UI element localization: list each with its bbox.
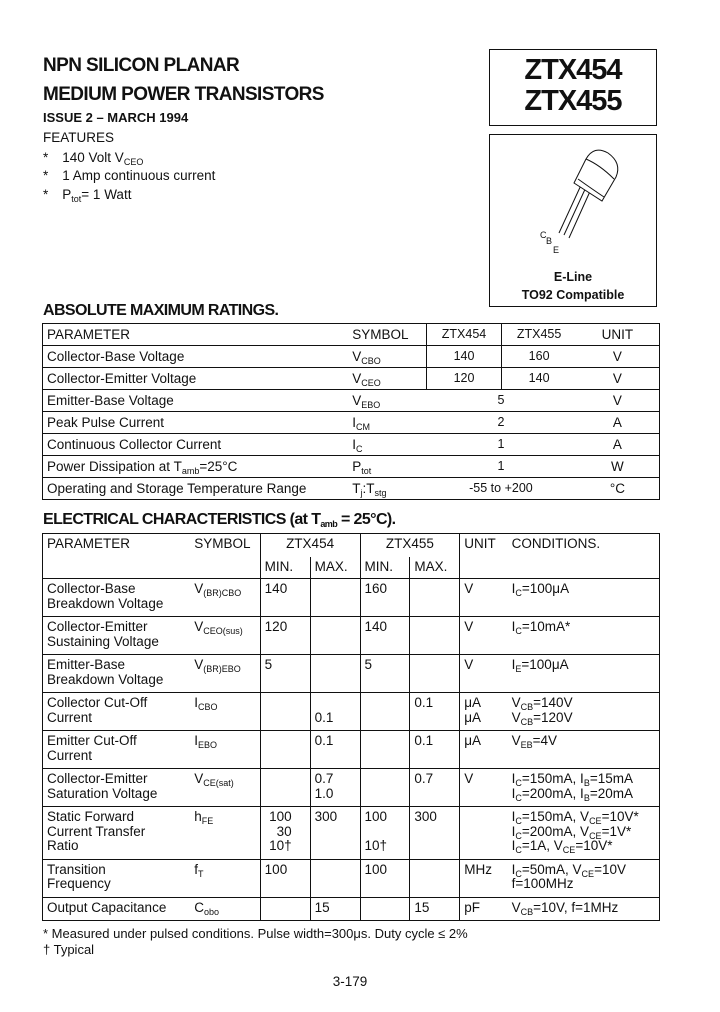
elec-heading: ELECTRICAL CHARACTERISTICS (at $T_{amb} = 25^\circ C$). — [43, 511, 396, 529]
title-line-2: MEDIUM POWER TRANSISTORS — [43, 84, 324, 105]
table-row: Collector-Base Breakdown Voltage $V_{(BR)CBO}$ 140 160 V $I_C=100\mu A$ — [43, 579, 660, 617]
table-row: Collector Cut-Off Current $I_{CBO}$ 0.1 0.1 μA μA $V_{CB}=140V$ $V_{CB}=120V$ — [43, 693, 660, 731]
table-row: Peak Pulse Current $I_{CM}$ 2 A — [43, 412, 660, 434]
feature-item: * $P_{tot}= 1$ Watt — [43, 187, 132, 204]
pin-label-b: B — [546, 236, 553, 246]
table-row: Power Dissipation at $T_{amb}=25^\circ C$ $P_{tot}$ 1 W — [43, 456, 660, 478]
title-line-1: NPN SILICON PLANAR — [43, 55, 240, 76]
electrical-characteristics-table — [42, 533, 660, 921]
table-subheader-row: MIN. MAX. MIN. MAX. — [43, 557, 660, 579]
part-number-1: ZTX454 — [524, 54, 622, 86]
part-number-box — [489, 49, 657, 126]
package-box — [489, 134, 657, 307]
pin-label-e: E — [553, 245, 560, 255]
table-row: Collector-Emitter Voltage $V_{CEO}$ 120 140 V — [43, 368, 660, 390]
features-heading: FEATURES — [43, 130, 115, 145]
abs-max-table — [42, 323, 660, 500]
col-header: UNIT — [576, 324, 660, 346]
table-row: Emitter-Base Voltage $V_{EBO}$ 5 V — [43, 390, 660, 412]
package-compat: TO92 Compatible — [521, 288, 625, 302]
pin-label-c: C — [540, 230, 547, 240]
footnote-typical: † Typical — [43, 942, 95, 957]
issue-date: ISSUE 2 – MARCH 1994 — [43, 110, 189, 125]
table-header-row — [43, 324, 660, 346]
col-header: PARAMETER — [43, 324, 349, 346]
table-row: Continuous Collector Current $I_C$ 1 A — [43, 434, 660, 456]
col-header: ZTX454 — [426, 324, 502, 346]
table-row: Emitter Cut-Off Current $I_{EBO}$ 0.1 0.1 μA $V_{EB}=4V$ — [43, 731, 660, 769]
col-header: SYMBOL — [348, 324, 426, 346]
table-row: Transition Frequency $f_T$ 100 100 MHz $I_C=50mA$, $V_{CE}=10V$ f=100MHz — [43, 859, 660, 897]
page-number: 3-179 — [332, 974, 368, 989]
table-row: Static Forward Current Transfer Ratio $h_{FE}$ 100 30 10† 300 100 10† 300 $I_C=150mA$, $V_{CE}=10V*$ $I_C=200mA$, $V_{CE}=1V*$ $I_C=1A$, $V_{CE}=10V*$ — [43, 807, 660, 860]
table-row: Collector-Emitter Sustaining Voltage $V_{CEO(sus)}$ 120 140 V $I_C=10mA*$ — [43, 617, 660, 655]
feature-item: * 140 Volt $V_{CEO}$ — [43, 150, 144, 167]
col-header: ZTX455 — [502, 324, 576, 346]
table-row: Collector-Base Voltage $V_{CBO}$ 140 160 V — [43, 346, 660, 368]
table-row: Operating and Storage Temperature Range $T_j:T_{stg}$ -55 to +200 °C — [43, 478, 660, 500]
table-header-row: PARAMETER SYMBOL ZTX454 ZTX455 UNIT CONDITIONS. — [43, 534, 660, 558]
footnote-pulsed: * Measured under pulsed conditions. Pulse width=300μs. Duty cycle ≤ 2% — [43, 926, 468, 941]
abs-max-heading: ABSOLUTE MAXIMUM RATINGS. — [43, 302, 279, 319]
feature-item: * 1 Amp continuous current — [43, 168, 216, 183]
table-row: Output Capacitance $C_{obo}$ 15 15 pF $V_{CB}=10V$, f=1MHz — [43, 897, 660, 921]
package-name: E-Line — [553, 270, 593, 284]
table-row: Collector-Emitter Saturation Voltage $V_{CE(sat)}$ 0.7 1.0 0.7 V $I_C=150mA$, $I_B=15mA$ $I_C=200mA$, $I_B=20mA$ — [43, 769, 660, 807]
table-row: Emitter-Base Breakdown Voltage $V_{(BR)EBO}$ 5 5 V $I_E=100\mu A$ — [43, 655, 660, 693]
part-number-2: ZTX455 — [524, 85, 622, 117]
